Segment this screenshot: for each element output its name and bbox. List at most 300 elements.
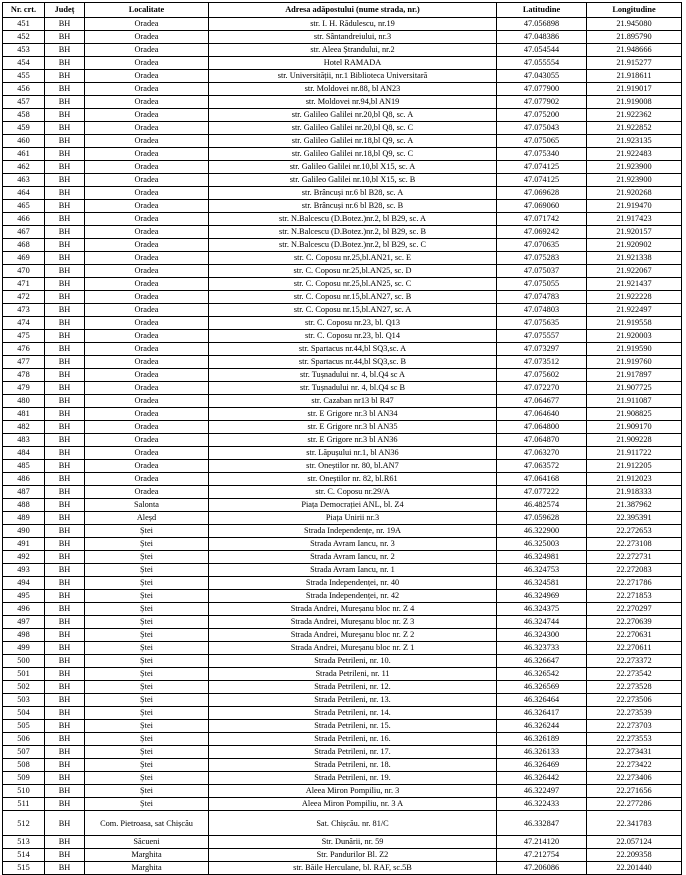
- cell-judet: BH: [45, 849, 85, 862]
- column-header-latitudine: Latitudine: [497, 3, 587, 18]
- cell-localitate: Oradea: [85, 330, 209, 343]
- cell-nr: 469: [3, 252, 45, 265]
- cell-localitate: Ștei: [85, 564, 209, 577]
- cell-latitudine: 47.064870: [497, 434, 587, 447]
- cell-nr: 479: [3, 382, 45, 395]
- cell-adresa: str. Galileo Galilei nr.18,bl Q9, sc. A: [209, 135, 497, 148]
- cell-judet: BH: [45, 83, 85, 96]
- cell-adresa: str. Sântandreiului, nr.3: [209, 31, 497, 44]
- table-row: [3, 616, 682, 629]
- cell-adresa: str. C. Coposu nr.23, bl. Q13: [209, 317, 497, 330]
- cell-nr: 470: [3, 265, 45, 278]
- cell-judet: BH: [45, 486, 85, 499]
- cell-localitate: Oradea: [85, 57, 209, 70]
- cell-latitudine: 47.074783: [497, 291, 587, 304]
- cell-nr: 473: [3, 304, 45, 317]
- cell-localitate: Oradea: [85, 239, 209, 252]
- cell-longitudine: 21.918333: [587, 486, 682, 499]
- cell-longitudine: 21.915277: [587, 57, 682, 70]
- cell-latitudine: 46.326569: [497, 681, 587, 694]
- table-row: [3, 83, 682, 96]
- cell-longitudine: 22.341783: [587, 811, 682, 836]
- cell-adresa: Strada Petrileni, nr. 11: [209, 668, 497, 681]
- table-row: [3, 486, 682, 499]
- cell-nr: 512: [3, 811, 45, 836]
- cell-latitudine: 47.075283: [497, 252, 587, 265]
- cell-judet: BH: [45, 278, 85, 291]
- cell-adresa: str. Universității, nr.1 Biblioteca Universitară: [209, 70, 497, 83]
- cell-adresa: Piața Democrației ANL, bl. Z4: [209, 499, 497, 512]
- cell-localitate: Oradea: [85, 44, 209, 57]
- cell-localitate: Ștei: [85, 551, 209, 564]
- cell-judet: BH: [45, 265, 85, 278]
- cell-adresa: str. Spartacus nr.44,bl SQ3,sc. B: [209, 356, 497, 369]
- cell-nr: 459: [3, 122, 45, 135]
- cell-judet: BH: [45, 447, 85, 460]
- cell-localitate: Marghita: [85, 849, 209, 862]
- cell-longitudine: 22.273108: [587, 538, 682, 551]
- cell-localitate: Oradea: [85, 434, 209, 447]
- table-row: [3, 512, 682, 525]
- cell-latitudine: 47.071742: [497, 213, 587, 226]
- table-row: [3, 434, 682, 447]
- table-row: [3, 551, 682, 564]
- table-row: [3, 239, 682, 252]
- cell-adresa: str. C. Coposu nr.25,bl.AN25, sc. C: [209, 278, 497, 291]
- cell-judet: BH: [45, 408, 85, 421]
- cell-latitudine: 47.077900: [497, 83, 587, 96]
- table-row: [3, 304, 682, 317]
- cell-localitate: Oradea: [85, 486, 209, 499]
- cell-latitudine: 47.056898: [497, 18, 587, 31]
- table-row: [3, 135, 682, 148]
- cell-judet: BH: [45, 330, 85, 343]
- cell-nr: 456: [3, 83, 45, 96]
- cell-latitudine: 47.064168: [497, 473, 587, 486]
- cell-nr: 468: [3, 239, 45, 252]
- table-row: [3, 44, 682, 57]
- cell-adresa: str. Galileo Galilei nr.20,bl Q8, sc. A: [209, 109, 497, 122]
- cell-localitate: Oradea: [85, 18, 209, 31]
- column-header-judet: Județ: [45, 3, 85, 18]
- cell-adresa: str. Galileo Galilei nr.10,bl X15, sc. A: [209, 161, 497, 174]
- cell-adresa: Strada Independenței, nr. 42: [209, 590, 497, 603]
- cell-longitudine: 22.273422: [587, 759, 682, 772]
- cell-localitate: Ștei: [85, 733, 209, 746]
- cell-longitudine: 21.920902: [587, 239, 682, 252]
- table-header: [3, 3, 682, 18]
- cell-nr: 490: [3, 525, 45, 538]
- cell-nr: 462: [3, 161, 45, 174]
- cell-judet: BH: [45, 512, 85, 525]
- cell-localitate: Oradea: [85, 109, 209, 122]
- cell-adresa: str. Galileo Galilei nr.18,bl Q9, sc. C: [209, 148, 497, 161]
- cell-longitudine: 22.270639: [587, 616, 682, 629]
- table-row: [3, 798, 682, 811]
- cell-nr: 454: [3, 57, 45, 70]
- cell-adresa: Strada Avram Iancu, nr. 1: [209, 564, 497, 577]
- cell-longitudine: 21.919470: [587, 200, 682, 213]
- cell-longitudine: 21.912023: [587, 473, 682, 486]
- cell-longitudine: 22.273553: [587, 733, 682, 746]
- cell-localitate: Ștei: [85, 603, 209, 616]
- cell-adresa: str. C. Coposu nr.23, bl. Q14: [209, 330, 497, 343]
- cell-localitate: Oradea: [85, 421, 209, 434]
- cell-nr: 458: [3, 109, 45, 122]
- cell-longitudine: 22.057124: [587, 836, 682, 849]
- cell-nr: 453: [3, 44, 45, 57]
- cell-nr: 508: [3, 759, 45, 772]
- cell-nr: 460: [3, 135, 45, 148]
- cell-longitudine: 21.948666: [587, 44, 682, 57]
- cell-adresa: Strada Andrei, Mureșanu bloc nr. Z 1: [209, 642, 497, 655]
- table-row: [3, 447, 682, 460]
- cell-judet: BH: [45, 291, 85, 304]
- cell-judet: BH: [45, 317, 85, 330]
- cell-longitudine: 21.911722: [587, 447, 682, 460]
- cell-judet: BH: [45, 681, 85, 694]
- table-row: [3, 200, 682, 213]
- cell-latitudine: 47.069628: [497, 187, 587, 200]
- cell-localitate: Săcueni: [85, 836, 209, 849]
- cell-latitudine: 47.077902: [497, 96, 587, 109]
- cell-localitate: Oradea: [85, 135, 209, 148]
- cell-judet: BH: [45, 434, 85, 447]
- header-row: [3, 3, 682, 18]
- cell-adresa: str. Oneștilor nr. 82, bl.R61: [209, 473, 497, 486]
- cell-nr: 505: [3, 720, 45, 733]
- cell-longitudine: 22.201440: [587, 862, 682, 875]
- cell-localitate: Ștei: [85, 798, 209, 811]
- table-row: [3, 408, 682, 421]
- cell-nr: 485: [3, 460, 45, 473]
- cell-judet: BH: [45, 836, 85, 849]
- table-row: [3, 655, 682, 668]
- cell-nr: 514: [3, 849, 45, 862]
- table-row: [3, 590, 682, 603]
- cell-judet: BH: [45, 785, 85, 798]
- cell-adresa: str. Cazaban nr13 bl R47: [209, 395, 497, 408]
- table-row: [3, 849, 682, 862]
- cell-localitate: Ștei: [85, 772, 209, 785]
- cell-localitate: Oradea: [85, 265, 209, 278]
- cell-longitudine: 21.922362: [587, 109, 682, 122]
- cell-localitate: Ștei: [85, 655, 209, 668]
- cell-longitudine: 22.277286: [587, 798, 682, 811]
- cell-adresa: Sat. Chișcău. nr. 81/C: [209, 811, 497, 836]
- cell-latitudine: 47.069060: [497, 200, 587, 213]
- cell-localitate: Oradea: [85, 31, 209, 44]
- column-header-nr: Nr. crt.: [3, 3, 45, 18]
- cell-nr: 515: [3, 862, 45, 875]
- cell-nr: 457: [3, 96, 45, 109]
- cell-localitate: Oradea: [85, 291, 209, 304]
- cell-longitudine: 22.273406: [587, 772, 682, 785]
- cell-latitudine: 47.064677: [497, 395, 587, 408]
- cell-nr: 474: [3, 317, 45, 330]
- table-row: [3, 330, 682, 343]
- cell-latitudine: 47.043055: [497, 70, 587, 83]
- table-row: [3, 57, 682, 70]
- table-row: [3, 174, 682, 187]
- cell-latitudine: 46.326464: [497, 694, 587, 707]
- cell-adresa: str. Moldovei nr.88, bl AN23: [209, 83, 497, 96]
- cell-longitudine: 21.921338: [587, 252, 682, 265]
- table-row: [3, 278, 682, 291]
- cell-judet: BH: [45, 161, 85, 174]
- cell-localitate: Oradea: [85, 161, 209, 174]
- cell-latitudine: 47.206086: [497, 862, 587, 875]
- cell-latitudine: 46.324753: [497, 564, 587, 577]
- cell-localitate: Ștei: [85, 785, 209, 798]
- cell-localitate: Oradea: [85, 356, 209, 369]
- cell-nr: 498: [3, 629, 45, 642]
- cell-judet: BH: [45, 57, 85, 70]
- cell-localitate: Ștei: [85, 629, 209, 642]
- cell-localitate: Oradea: [85, 252, 209, 265]
- column-header-localitate: Localitate: [85, 3, 209, 18]
- cell-localitate: Marghita: [85, 862, 209, 875]
- table-row: [3, 668, 682, 681]
- cell-longitudine: 21.919590: [587, 343, 682, 356]
- cell-nr: 495: [3, 590, 45, 603]
- cell-judet: BH: [45, 603, 85, 616]
- cell-latitudine: 46.326542: [497, 668, 587, 681]
- cell-judet: BH: [45, 213, 85, 226]
- cell-judet: BH: [45, 44, 85, 57]
- cell-longitudine: 22.273703: [587, 720, 682, 733]
- cell-adresa: str. E Grigore nr.3 bl AN36: [209, 434, 497, 447]
- cell-judet: BH: [45, 798, 85, 811]
- cell-adresa: str. E Grigore nr.3 bl AN34: [209, 408, 497, 421]
- cell-longitudine: 21.909228: [587, 434, 682, 447]
- cell-judet: BH: [45, 304, 85, 317]
- cell-longitudine: 22.273372: [587, 655, 682, 668]
- table-row: [3, 161, 682, 174]
- cell-nr: 507: [3, 746, 45, 759]
- cell-judet: BH: [45, 642, 85, 655]
- cell-longitudine: 21.919017: [587, 83, 682, 96]
- cell-nr: 483: [3, 434, 45, 447]
- cell-nr: 510: [3, 785, 45, 798]
- cell-longitudine: 22.270611: [587, 642, 682, 655]
- cell-localitate: Ștei: [85, 590, 209, 603]
- cell-judet: BH: [45, 590, 85, 603]
- cell-longitudine: 22.273506: [587, 694, 682, 707]
- cell-judet: BH: [45, 200, 85, 213]
- cell-judet: BH: [45, 187, 85, 200]
- cell-adresa: str. I. H. Rădulescu, nr.19: [209, 18, 497, 31]
- cell-nr: 488: [3, 499, 45, 512]
- cell-latitudine: 46.324744: [497, 616, 587, 629]
- cell-nr: 494: [3, 577, 45, 590]
- cell-adresa: Strada Petrileni, nr. 16.: [209, 733, 497, 746]
- cell-latitudine: 46.326442: [497, 772, 587, 785]
- cell-nr: 482: [3, 421, 45, 434]
- cell-nr: 480: [3, 395, 45, 408]
- cell-adresa: str. C. Coposu nr.29/A: [209, 486, 497, 499]
- cell-longitudine: 21.895790: [587, 31, 682, 44]
- cell-judet: BH: [45, 421, 85, 434]
- cell-nr: 461: [3, 148, 45, 161]
- cell-nr: 463: [3, 174, 45, 187]
- cell-judet: BH: [45, 109, 85, 122]
- cell-longitudine: 21.387962: [587, 499, 682, 512]
- cell-judet: BH: [45, 460, 85, 473]
- cell-localitate: Ștei: [85, 577, 209, 590]
- cell-judet: BH: [45, 746, 85, 759]
- cell-judet: BH: [45, 707, 85, 720]
- cell-longitudine: 22.273528: [587, 681, 682, 694]
- cell-longitudine: 22.209358: [587, 849, 682, 862]
- cell-longitudine: 21.920268: [587, 187, 682, 200]
- cell-nr: 478: [3, 369, 45, 382]
- cell-adresa: str. E Grigore nr.3 bl AN35: [209, 421, 497, 434]
- table-row: [3, 811, 682, 836]
- cell-adresa: str. Tușnadului nr. 4, bl.Q4 sc A: [209, 369, 497, 382]
- cell-adresa: Piața Unirii nr.3: [209, 512, 497, 525]
- cell-adresa: Strada Avram Iancu, nr. 3: [209, 538, 497, 551]
- table-row: [3, 291, 682, 304]
- cell-adresa: Strada Andrei, Mureșanu bloc nr. Z 2: [209, 629, 497, 642]
- cell-adresa: Strada Independențe, nr. 19A: [209, 525, 497, 538]
- cell-latitudine: 46.326469: [497, 759, 587, 772]
- table-row: [3, 70, 682, 83]
- cell-nr: 475: [3, 330, 45, 343]
- cell-judet: BH: [45, 70, 85, 83]
- cell-adresa: Strada Andrei, Mureșanu bloc nr. Z 3: [209, 616, 497, 629]
- cell-localitate: Ștei: [85, 616, 209, 629]
- cell-longitudine: 21.908825: [587, 408, 682, 421]
- cell-nr: 504: [3, 707, 45, 720]
- cell-localitate: Oradea: [85, 200, 209, 213]
- cell-judet: BH: [45, 122, 85, 135]
- cell-localitate: Oradea: [85, 395, 209, 408]
- cell-judet: BH: [45, 343, 85, 356]
- cell-adresa: str. Aleea Ștrandului, nr.2: [209, 44, 497, 57]
- cell-latitudine: 47.063572: [497, 460, 587, 473]
- cell-longitudine: 22.270297: [587, 603, 682, 616]
- cell-nr: 506: [3, 733, 45, 746]
- cell-latitudine: 46.324300: [497, 629, 587, 642]
- cell-localitate: Ștei: [85, 538, 209, 551]
- table-row: [3, 707, 682, 720]
- cell-judet: BH: [45, 551, 85, 564]
- cell-longitudine: 21.920003: [587, 330, 682, 343]
- cell-adresa: Strada Petrileni, nr. 10.: [209, 655, 497, 668]
- cell-latitudine: 46.323733: [497, 642, 587, 655]
- cell-latitudine: 47.073297: [497, 343, 587, 356]
- table-row: [3, 733, 682, 746]
- cell-longitudine: 21.912205: [587, 460, 682, 473]
- cell-localitate: Oradea: [85, 83, 209, 96]
- table-row: [3, 395, 682, 408]
- cell-nr: 496: [3, 603, 45, 616]
- cell-judet: BH: [45, 694, 85, 707]
- table-row: [3, 836, 682, 849]
- cell-adresa: Aleea Miron Pompiliu, nr. 3: [209, 785, 497, 798]
- cell-longitudine: 21.922497: [587, 304, 682, 317]
- cell-latitudine: 47.073512: [497, 356, 587, 369]
- cell-longitudine: 21.921437: [587, 278, 682, 291]
- cell-nr: 466: [3, 213, 45, 226]
- cell-adresa: str. Tușnadului nr. 4, bl.Q4 sc B: [209, 382, 497, 395]
- cell-adresa: str. C. Coposu nr.25,bl.AN25, sc. D: [209, 265, 497, 278]
- cell-latitudine: 47.212754: [497, 849, 587, 862]
- cell-localitate: Oradea: [85, 226, 209, 239]
- table-row: [3, 96, 682, 109]
- cell-latitudine: 46.326189: [497, 733, 587, 746]
- table-row: [3, 785, 682, 798]
- cell-localitate: Ștei: [85, 746, 209, 759]
- cell-longitudine: 21.909170: [587, 421, 682, 434]
- cell-latitudine: 47.072270: [497, 382, 587, 395]
- table-row: [3, 720, 682, 733]
- table-body: [3, 18, 682, 875]
- cell-longitudine: 22.272083: [587, 564, 682, 577]
- table-row: [3, 213, 682, 226]
- cell-latitudine: 47.075065: [497, 135, 587, 148]
- cell-localitate: Ștei: [85, 642, 209, 655]
- cell-judet: BH: [45, 564, 85, 577]
- cell-nr: 487: [3, 486, 45, 499]
- cell-nr: 489: [3, 512, 45, 525]
- cell-latitudine: 47.075043: [497, 122, 587, 135]
- cell-longitudine: 22.272731: [587, 551, 682, 564]
- cell-longitudine: 21.919760: [587, 356, 682, 369]
- cell-longitudine: 22.272653: [587, 525, 682, 538]
- cell-adresa: str. N.Balcescu (D.Botez.)nr.2, bl B29, sc. C: [209, 239, 497, 252]
- table-row: [3, 317, 682, 330]
- cell-longitudine: 21.919558: [587, 317, 682, 330]
- cell-adresa: Strada Petrileni, nr. 19.: [209, 772, 497, 785]
- cell-adresa: str. Brâncuși nr.6 bl B28, sc. B: [209, 200, 497, 213]
- cell-longitudine: 21.920157: [587, 226, 682, 239]
- cell-nr: 502: [3, 681, 45, 694]
- table-row: [3, 356, 682, 369]
- cell-longitudine: 21.922067: [587, 265, 682, 278]
- cell-nr: 481: [3, 408, 45, 421]
- cell-nr: 499: [3, 642, 45, 655]
- cell-longitudine: 22.273539: [587, 707, 682, 720]
- cell-localitate: Oradea: [85, 148, 209, 161]
- cell-judet: BH: [45, 239, 85, 252]
- cell-latitudine: 46.325003: [497, 538, 587, 551]
- cell-latitudine: 47.075200: [497, 109, 587, 122]
- table-row: [3, 564, 682, 577]
- cell-nr: 484: [3, 447, 45, 460]
- cell-longitudine: 22.271853: [587, 590, 682, 603]
- table-row: [3, 122, 682, 135]
- cell-nr: 477: [3, 356, 45, 369]
- cell-judet: BH: [45, 31, 85, 44]
- column-header-adresa: Adresa adăpostului (nume strada, nr.): [209, 3, 497, 18]
- cell-localitate: Oradea: [85, 174, 209, 187]
- cell-longitudine: 22.395391: [587, 512, 682, 525]
- cell-adresa: Hotel RAMADA: [209, 57, 497, 70]
- table-row: [3, 499, 682, 512]
- table-row: [3, 382, 682, 395]
- cell-judet: BH: [45, 356, 85, 369]
- cell-judet: BH: [45, 135, 85, 148]
- cell-localitate: Oradea: [85, 382, 209, 395]
- table-row: [3, 343, 682, 356]
- cell-nr: 451: [3, 18, 45, 31]
- cell-latitudine: 46.324375: [497, 603, 587, 616]
- cell-nr: 503: [3, 694, 45, 707]
- cell-localitate: Salonta: [85, 499, 209, 512]
- cell-localitate: Oradea: [85, 122, 209, 135]
